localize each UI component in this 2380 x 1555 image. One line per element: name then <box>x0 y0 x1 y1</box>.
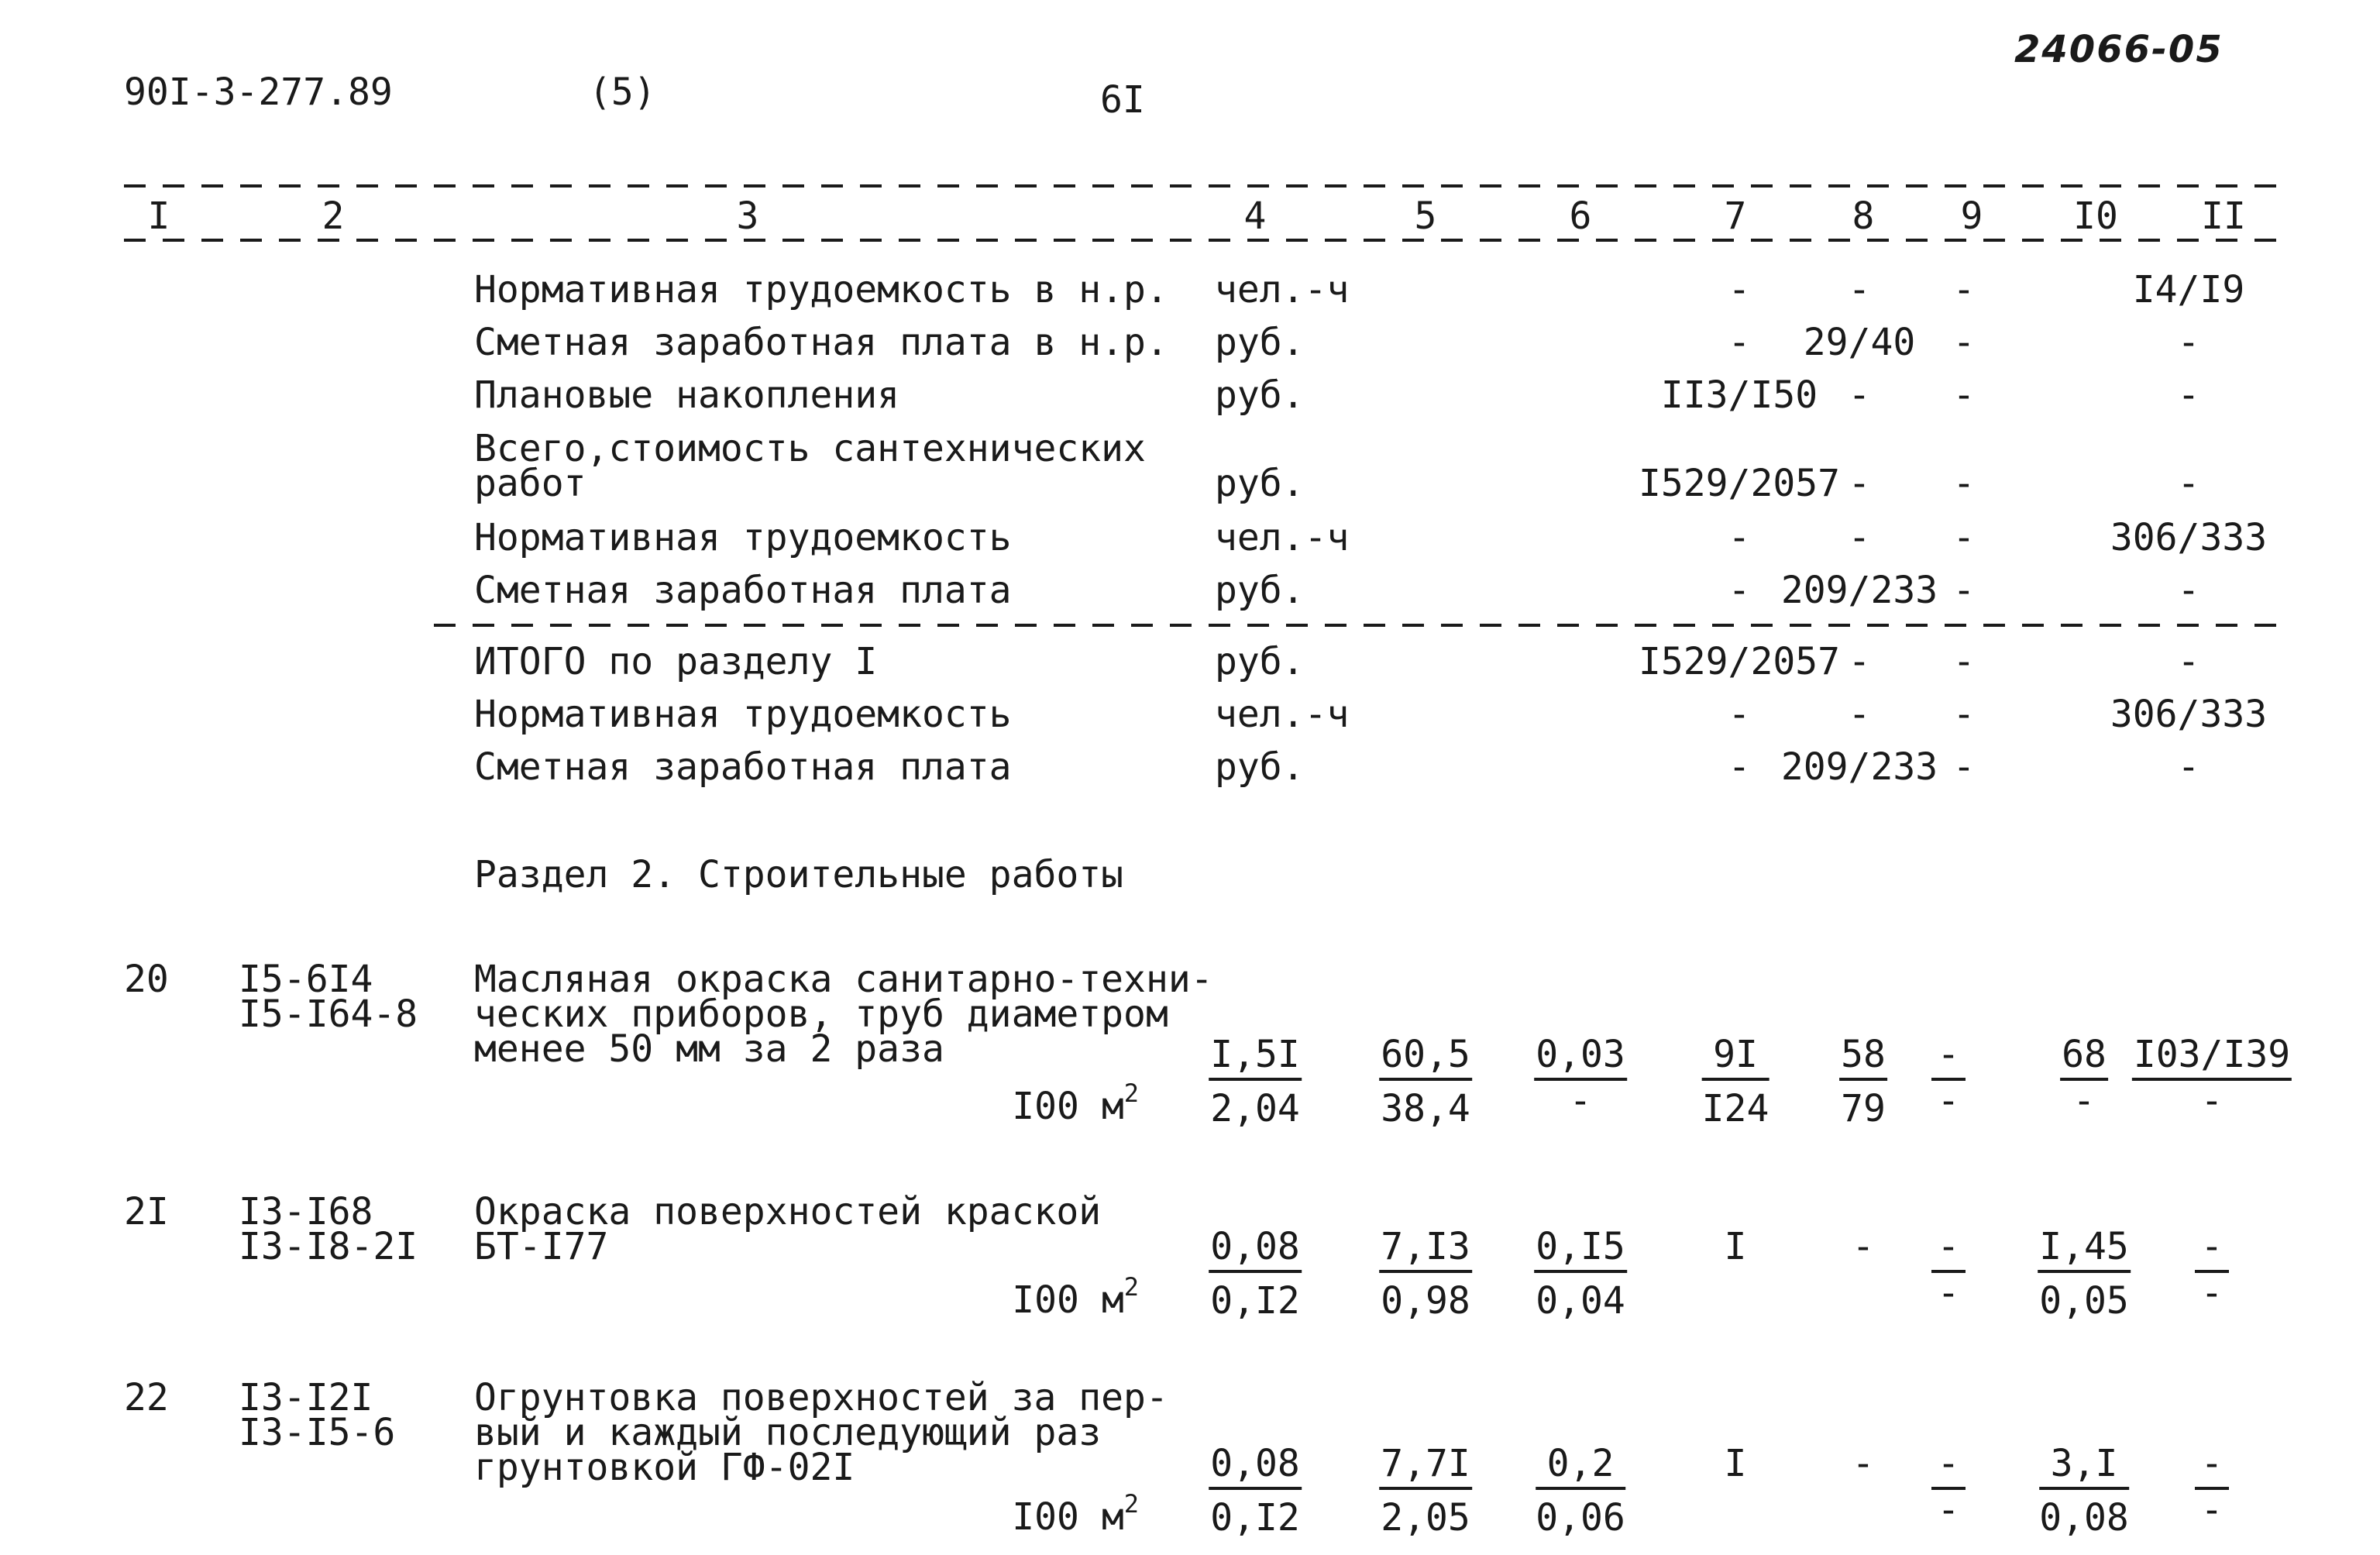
header-top-rule <box>124 184 2285 187</box>
summary-unit: руб. <box>1215 745 1305 789</box>
item-c9-numerator: - <box>1931 1228 1966 1273</box>
document-code: 90I-3-277.89 <box>124 71 393 114</box>
summary-name: Нормативная трудоемкость <box>474 516 1012 559</box>
summary-col-11: - <box>2177 640 2200 683</box>
summary-col-7: - <box>1728 745 1751 789</box>
summary-col-8: - <box>1848 268 1871 311</box>
column-header-11: II <box>2201 194 2246 238</box>
unit-label: I00 м <box>1012 1278 1124 1322</box>
summary-col-8: - <box>1848 693 1871 736</box>
summary-col-9: - <box>1952 569 1976 612</box>
item-c9 <box>1931 1225 1966 1315</box>
item-unit <box>1012 1079 1139 1128</box>
item-c7-numerator: 9I <box>1702 1036 1770 1081</box>
summary-name-cont: работ <box>474 462 586 505</box>
item-c4-denominator: 0,I2 <box>1210 1496 1300 1540</box>
summary-col-9: - <box>1952 640 1976 683</box>
item-c4 <box>1209 1033 1302 1130</box>
summary-unit: руб. <box>1215 462 1305 505</box>
item-c8: - <box>1852 1225 1875 1268</box>
item-c8: - <box>1852 1442 1875 1485</box>
item-c5-numerator: 7,7I <box>1379 1445 1472 1490</box>
summary-col-8: - <box>1848 640 1871 683</box>
summary-unit: чел.-ч <box>1215 268 1350 311</box>
summary-col-9: - <box>1952 321 1976 364</box>
item-c5-numerator: 7,I3 <box>1379 1228 1472 1273</box>
summary-name: Нормативная трудоемкость в н.р. <box>474 268 1168 311</box>
header-bottom-rule <box>124 239 2285 242</box>
summary-unit: руб. <box>1215 640 1305 683</box>
summary-col-11: - <box>2177 462 2200 505</box>
item-c4-denominator: 2,04 <box>1210 1087 1300 1130</box>
column-header-1: I <box>147 194 170 238</box>
summary-name: ИТОГО по разделу I <box>474 640 878 683</box>
item-c8-denominator: 79 <box>1841 1087 1886 1130</box>
item-c6-denominator: - <box>1569 1079 1592 1123</box>
item-c11-denominator: - <box>2200 1079 2224 1123</box>
item-c5 <box>1379 1225 1472 1323</box>
item-c7-denominator: I24 <box>1701 1087 1770 1130</box>
unit-superscript: 2 <box>1123 1272 1139 1302</box>
item-c10-numerator: 68 <box>2060 1036 2108 1081</box>
summary-col-7: I529/2057 <box>1638 640 1841 683</box>
item-unit <box>1012 1272 1139 1322</box>
summary-col-7: - <box>1728 268 1751 311</box>
item-c6 <box>1534 1225 1627 1323</box>
summary-col-8: - <box>1848 373 1871 417</box>
item-c10-denominator: 0,08 <box>2039 1496 2129 1540</box>
column-header-3: 3 <box>736 194 759 238</box>
column-header-6: 6 <box>1569 194 1592 238</box>
item-c10-numerator: I,45 <box>2038 1228 2131 1273</box>
item-code: I3-I2I <box>239 1376 373 1419</box>
item-c11-numerator: - <box>2195 1228 2229 1273</box>
summary-col-8: 29/40 <box>1803 321 1916 364</box>
summary-unit: руб. <box>1215 569 1305 612</box>
summary-col-8: 209/233 <box>1780 745 1938 789</box>
item-c9 <box>1931 1033 1966 1123</box>
item-c4 <box>1209 1225 1302 1323</box>
item-code: I3-I68 <box>239 1190 373 1233</box>
item-c9-numerator: - <box>1931 1036 1966 1081</box>
unit-superscript: 2 <box>1123 1489 1139 1519</box>
item-c4-denominator: 0,I2 <box>1210 1279 1300 1323</box>
handwritten-stamp: 24066-05 <box>2014 28 2224 71</box>
column-header-9: 9 <box>1960 194 1983 238</box>
item-c7 <box>1701 1033 1770 1130</box>
summary-col-9: - <box>1952 373 1976 417</box>
unit-label: I00 м <box>1012 1495 1124 1539</box>
item-c6-numerator: 0,I5 <box>1534 1228 1627 1273</box>
item-description: Окраска поверхностей краской <box>474 1190 1102 1233</box>
item-c6-numerator: 0,03 <box>1534 1036 1627 1081</box>
item-c5 <box>1379 1442 1472 1540</box>
item-c9 <box>1931 1442 1966 1532</box>
summary-col-11: - <box>2177 373 2200 417</box>
item-c6-denominator: 0,06 <box>1536 1496 1625 1540</box>
summary-col-9: - <box>1952 693 1976 736</box>
item-c11-numerator: - <box>2195 1445 2229 1490</box>
item-c11 <box>2195 1225 2229 1315</box>
item-code: I5-6I4 <box>239 958 373 1001</box>
summary-unit: руб. <box>1215 321 1305 364</box>
item-code: I3-I8-2I <box>239 1225 418 1268</box>
summary-col-8: 209/233 <box>1780 569 1938 612</box>
summary-name: Нормативная трудоемкость <box>474 693 1012 736</box>
item-c10-numerator: 3,I <box>2039 1445 2129 1490</box>
item-description: Масляная окраска санитарно-техни- <box>474 958 1213 1001</box>
column-header-2: 2 <box>322 194 345 238</box>
item-c7: I <box>1724 1225 1747 1268</box>
item-c9-numerator: - <box>1931 1445 1966 1490</box>
section-title: Раздел 2. Строительные работы <box>474 853 1124 896</box>
column-header-10: I0 <box>2073 194 2118 238</box>
item-c10 <box>2039 1442 2129 1540</box>
item-code: I3-I5-6 <box>239 1411 396 1454</box>
summary-name: Плановые накопления <box>474 373 900 417</box>
item-c9-denominator: - <box>1937 1271 1960 1315</box>
summary-col-7: - <box>1728 569 1751 612</box>
summary-col-9: - <box>1952 516 1976 559</box>
item-description: ческих приборов, труб диаметром <box>474 993 1168 1036</box>
item-c5-numerator: 60,5 <box>1379 1036 1472 1081</box>
summary-col-11: I4/I9 <box>2132 268 2245 311</box>
summary-col-11: - <box>2177 569 2200 612</box>
summary-col-7: I529/2057 <box>1638 462 1841 505</box>
item-c10-denominator: - <box>2072 1079 2096 1123</box>
summary-unit: руб. <box>1215 373 1305 417</box>
item-c11-denominator: - <box>2200 1488 2224 1532</box>
summary-col-7: II3/I50 <box>1660 373 1818 417</box>
summary-unit: чел.-ч <box>1215 516 1350 559</box>
summary-col-9: - <box>1952 745 1976 789</box>
summary-col-8: - <box>1848 516 1871 559</box>
summary-name: Сметная заработная плата в н.р. <box>474 321 1168 364</box>
item-c4-numerator: 0,08 <box>1209 1228 1302 1273</box>
item-c4-numerator: 0,08 <box>1209 1445 1302 1490</box>
item-c6-numerator: 0,2 <box>1536 1445 1625 1490</box>
summary-col-7: - <box>1728 321 1751 364</box>
item-description: вый и каждый последующий раз <box>474 1411 1102 1454</box>
item-c10 <box>2038 1225 2131 1323</box>
item-description: БТ-I77 <box>474 1225 609 1268</box>
item-c4-numerator: I,5I <box>1209 1036 1302 1081</box>
item-description: менее 50 мм за 2 раза <box>474 1027 944 1071</box>
summary-name: Всего,стоимость сантехнических <box>474 427 1146 470</box>
page-number: 6I <box>1100 78 1145 122</box>
item-c9-denominator: - <box>1937 1079 1960 1123</box>
summary-col-8: - <box>1848 462 1871 505</box>
item-c5-denominator: 38,4 <box>1381 1087 1470 1130</box>
summary-col-9: - <box>1952 462 1976 505</box>
item-number: 22 <box>124 1376 169 1419</box>
summary-col-7: - <box>1728 693 1751 736</box>
item-c10-denominator: 0,05 <box>2039 1279 2129 1323</box>
unit-superscript: 2 <box>1123 1079 1139 1108</box>
item-c5 <box>1379 1033 1472 1130</box>
item-c10 <box>2060 1033 2108 1123</box>
item-number: 2I <box>124 1190 169 1233</box>
item-c8 <box>1839 1033 1887 1130</box>
summary-separator <box>434 624 2285 627</box>
column-header-4: 4 <box>1243 194 1267 238</box>
item-c11-denominator: - <box>2200 1271 2224 1315</box>
summary-name: Сметная заработная плата <box>474 745 1012 789</box>
item-c11-numerator: I03/I39 <box>2132 1036 2292 1081</box>
summary-col-11: 306/333 <box>2110 693 2268 736</box>
summary-col-11: - <box>2177 321 2200 364</box>
summary-col-7: - <box>1728 516 1751 559</box>
item-c8-numerator: 58 <box>1839 1036 1887 1081</box>
summary-col-11: 306/333 <box>2110 516 2268 559</box>
column-header-5: 5 <box>1414 194 1437 238</box>
item-description: Огрунтовка поверхностей за пер- <box>474 1376 1168 1419</box>
column-header-8: 8 <box>1852 194 1875 238</box>
item-c6-denominator: 0,04 <box>1536 1279 1625 1323</box>
column-header-7: 7 <box>1724 194 1747 238</box>
unit-label: I00 м <box>1012 1085 1124 1128</box>
item-c6 <box>1534 1033 1627 1123</box>
item-c4 <box>1209 1442 1302 1540</box>
item-c6 <box>1536 1442 1625 1540</box>
sheet-number: (5) <box>589 71 656 114</box>
item-description: грунтовкой ГФ-02I <box>474 1446 855 1489</box>
item-c7: I <box>1724 1442 1747 1485</box>
item-c11 <box>2132 1033 2292 1123</box>
summary-name: Сметная заработная плата <box>474 569 1012 612</box>
item-c5-denominator: 2,05 <box>1381 1496 1470 1540</box>
item-unit <box>1012 1489 1139 1539</box>
item-number: 20 <box>124 958 169 1001</box>
item-c9-denominator: - <box>1937 1488 1960 1532</box>
item-c11 <box>2195 1442 2229 1532</box>
summary-col-11: - <box>2177 745 2200 789</box>
summary-col-9: - <box>1952 268 1976 311</box>
item-c5-denominator: 0,98 <box>1381 1279 1470 1323</box>
summary-unit: чел.-ч <box>1215 693 1350 736</box>
item-code: I5-I64-8 <box>239 993 418 1036</box>
